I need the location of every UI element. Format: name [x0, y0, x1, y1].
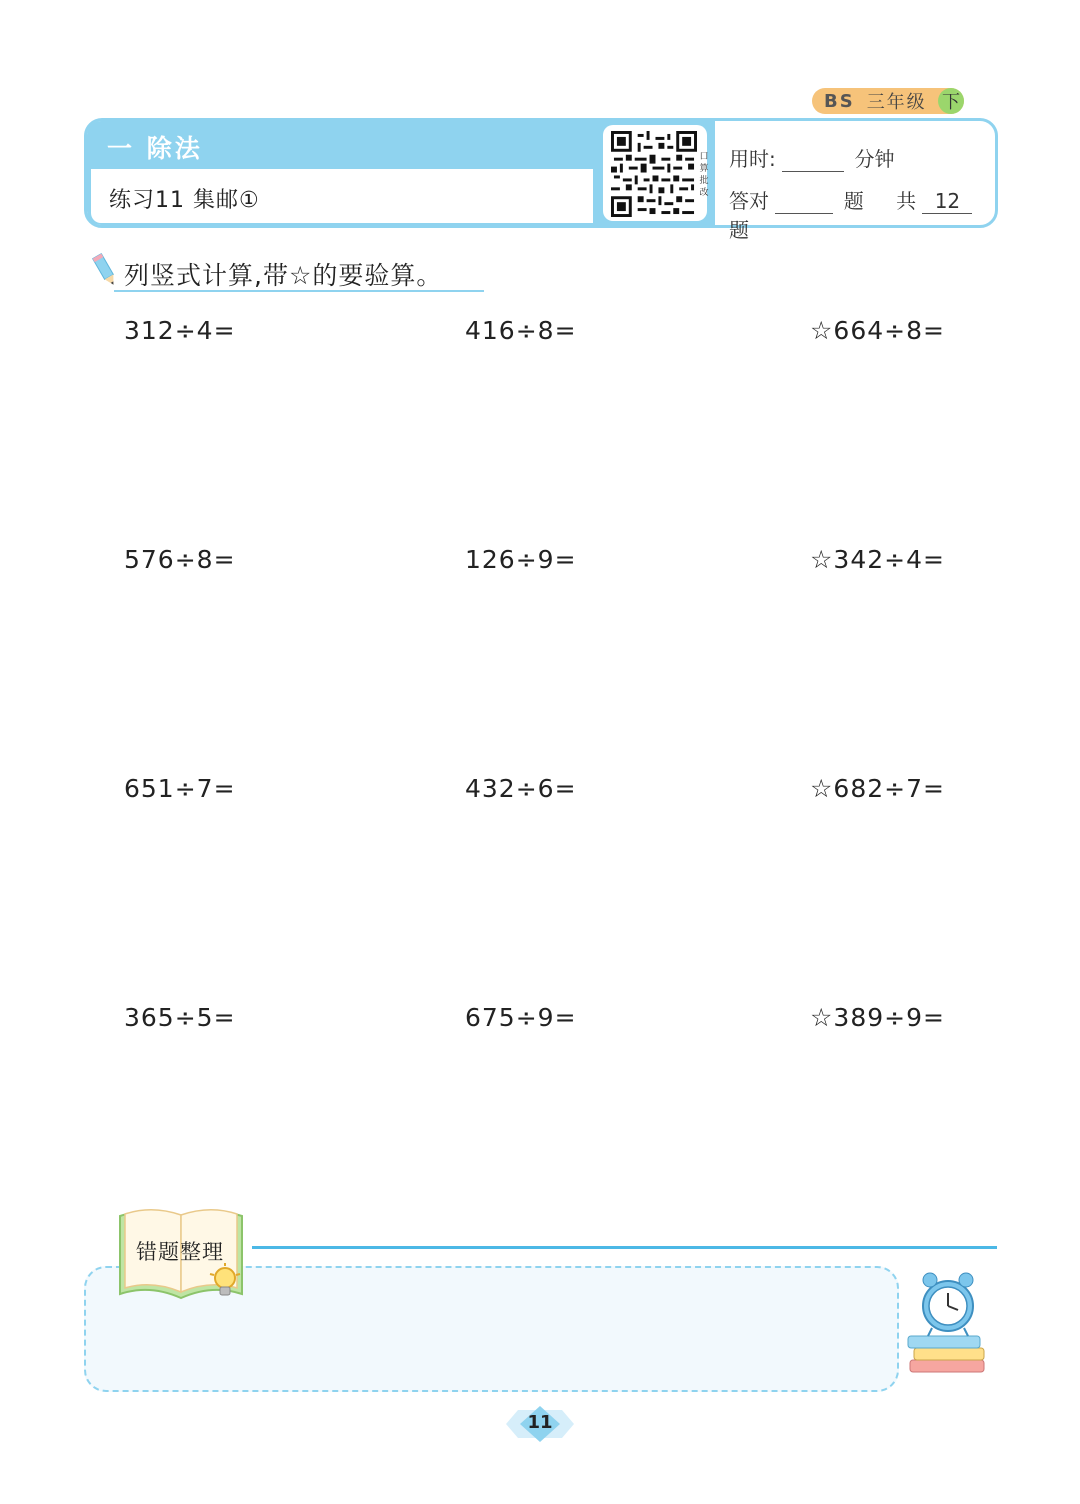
question-word: 题	[843, 189, 864, 213]
problem-7: 651÷7=	[124, 774, 236, 803]
series-label: BS	[824, 90, 855, 112]
instruction-underline	[114, 290, 484, 292]
grade-badge	[812, 88, 964, 114]
header-left-panel	[87, 121, 597, 225]
instruction-text: 列竖式计算,带☆的要验算。	[124, 261, 443, 290]
lesson-title: 练习11 集邮①	[109, 188, 260, 213]
problem-3: ☆664÷8=	[810, 316, 945, 345]
total-value: 12	[922, 189, 972, 214]
time-label: 用时:	[729, 147, 776, 171]
clock-and-books-icon	[906, 1268, 990, 1384]
total-label: 共	[896, 189, 917, 213]
total-unit: 题	[729, 218, 749, 242]
qr-area	[597, 121, 715, 225]
qr-side-text: 口算批改	[699, 152, 709, 198]
problem-11: 675÷9=	[465, 1003, 577, 1032]
review-label: 错题整理	[136, 1240, 224, 1264]
lightbulb-icon	[208, 1262, 242, 1304]
time-row	[729, 143, 894, 172]
page-number: 11	[527, 1412, 553, 1433]
problem-5: 126÷9=	[465, 545, 577, 574]
qr-code-icon[interactable]	[611, 131, 697, 217]
review-divider	[252, 1246, 997, 1249]
problem-10: 365÷5=	[124, 1003, 236, 1032]
problem-2: 416÷8=	[465, 316, 577, 345]
score-row	[729, 185, 995, 243]
lesson-header	[84, 118, 998, 242]
correct-label: 答对	[729, 189, 769, 213]
problem-4: 576÷8=	[124, 545, 236, 574]
lesson-box	[91, 169, 593, 223]
problem-9: ☆682÷7=	[810, 774, 945, 803]
problem-12: ☆389÷9=	[810, 1003, 945, 1032]
volume-label: 下	[938, 88, 964, 114]
qr-panel[interactable]	[603, 125, 707, 221]
unit-title: 一 除法	[107, 134, 203, 163]
correct-blank[interactable]	[775, 189, 833, 214]
problem-8: 432÷6=	[465, 774, 577, 803]
time-unit: 分钟	[854, 147, 895, 171]
grade-label: 三年级	[866, 92, 927, 113]
pencil-icon	[88, 250, 122, 290]
time-blank[interactable]	[782, 147, 844, 172]
problem-6: ☆342÷4=	[810, 545, 945, 574]
problem-1: 312÷4=	[124, 316, 236, 345]
